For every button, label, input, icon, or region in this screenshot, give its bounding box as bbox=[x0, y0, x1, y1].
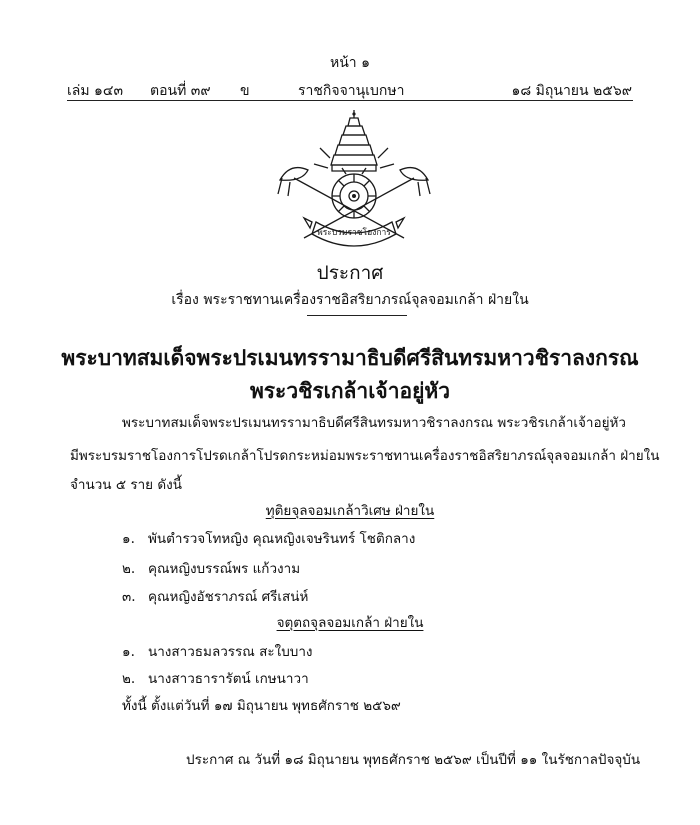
list-item: ๒. คุณหญิงบรรณ์พร แก้วงาม bbox=[122, 561, 301, 577]
royal-emblem-seal-icon bbox=[272, 108, 436, 256]
publication-name: ราชกิจจานุเบกษา bbox=[298, 83, 405, 99]
royal-name-line1: พระบาทสมเด็จพระปรเมนทรรามาธิบดีศรีสินทรมหาวชิราลงกรณ bbox=[61, 345, 639, 370]
announcement-title: ประกาศ bbox=[316, 262, 384, 284]
page-number: หน้า ๑ bbox=[330, 55, 370, 71]
closing-statement: ประกาศ ณ วันที่ ๑๘ มิถุนายน พุทธศักราช ๒๕๖๙ เป็นปีที่ ๑๑ ในรัชกาลปัจจุบัน bbox=[186, 752, 641, 768]
volume-label: เล่ม ๑๔๓ bbox=[67, 83, 124, 99]
section-heading: ทุติยจุลจอมเกล้าวิเศษ ฝ่ายใน bbox=[265, 503, 435, 519]
body-line-1: พระบาทสมเด็จพระปรเมนทรรามาธิบดีศรีสินทรมหาวชิราลงกรณ พระวชิรเกล้าเจ้าอยู่หัว bbox=[122, 415, 627, 431]
section-heading: จตุตถจุลจอมเกล้า ฝ่ายใน bbox=[276, 615, 424, 631]
list-item: ๒. นางสาวธารารัตน์ เกษนาวา bbox=[122, 671, 309, 687]
body-line-3: จำนวน ๕ ราย ดังนี้ bbox=[70, 477, 182, 493]
section-code: ข bbox=[240, 83, 250, 99]
svg-text:พระบรมราชโองการ: พระบรมราชโองการ bbox=[317, 228, 391, 238]
body-line-2: มีพระบรมราชโองการโปรดเกล้าโปรดกระหม่อมพระราชทานเครื่องราชอิสริยาภรณ์จุลจอมเกล้า ฝ่ายใน bbox=[70, 448, 660, 464]
royal-name-line2: พระวชิรเกล้าเจ้าอยู่หัว bbox=[249, 378, 451, 403]
issue-label: ตอนที่ ๓๙ bbox=[150, 83, 211, 99]
list-item: ๑. พันตำรวจโทหญิง คุณหญิงเจษรินทร์ โชติกลาง bbox=[122, 531, 416, 547]
subject-rule bbox=[307, 315, 407, 316]
effective-date: ทั้งนี้ ตั้งแต่วันที่ ๑๗ มิถุนายน พุทธศักราช ๒๕๖๙ bbox=[122, 698, 401, 714]
header-rule bbox=[67, 100, 633, 101]
publication-date: ๑๘ มิถุนายน ๒๕๖๙ bbox=[511, 83, 632, 99]
list-item: ๓. คุณหญิงอัชราภรณ์ ศรีเสน่ห์ bbox=[122, 589, 309, 605]
announcement-subject: เรื่อง พระราชทานเครื่องราชอิสริยาภรณ์จุลจอมเกล้า ฝ่ายใน bbox=[171, 292, 529, 308]
list-item: ๑. นางสาวธมลวรรณ สะใบบาง bbox=[122, 644, 313, 660]
